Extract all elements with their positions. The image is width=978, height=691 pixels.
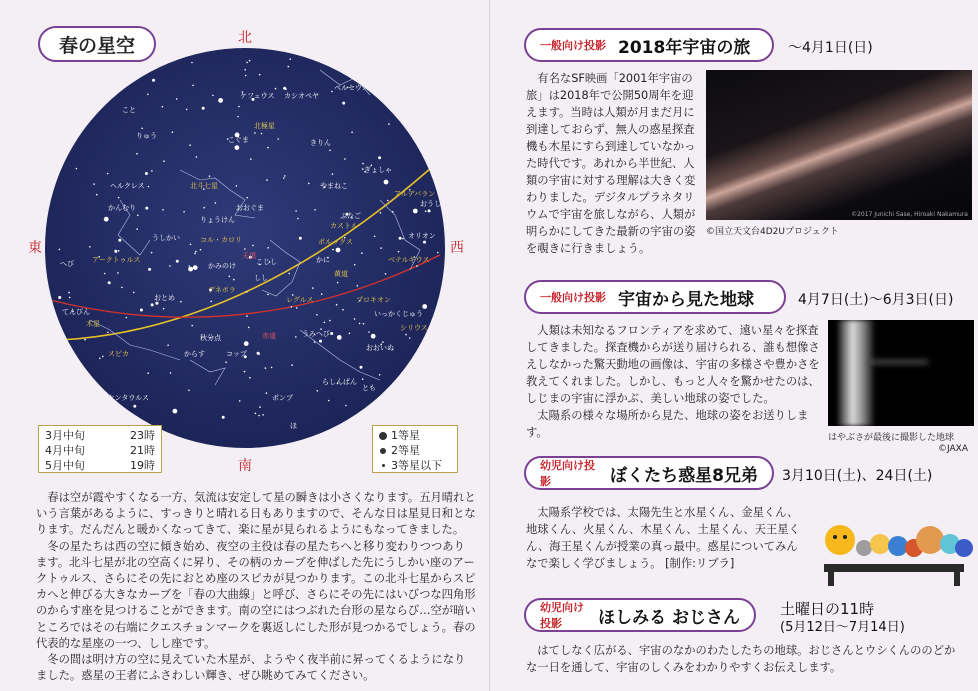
star (163, 160, 165, 162)
star (354, 318, 356, 320)
star (235, 145, 240, 150)
star (58, 296, 61, 299)
star (362, 163, 364, 165)
star (209, 175, 211, 177)
audience-tag: 幼児向け投影 (540, 459, 595, 488)
star (416, 265, 418, 267)
constellation-label: ペルセウス (334, 84, 369, 92)
star (345, 405, 347, 407)
constellation-label: 北斗七星 (190, 182, 218, 190)
star (266, 179, 268, 181)
constellation-label: こぐま (228, 136, 249, 144)
star (332, 173, 334, 175)
program-description: 太陽系学校では、太陽先生と水星くん、金星くん、地球くん、火星くん、木星くん、土星くん、天王星くん、海王星くんが授業の真っ最中。惑星についてみんなで楽しく学びましょう。 [制作:リブラ] (526, 506, 800, 570)
constellation-label: ポルックス (318, 238, 353, 246)
star (172, 131, 174, 133)
south-label: 南 (238, 458, 252, 474)
star (147, 94, 149, 96)
star (76, 168, 78, 170)
star (237, 116, 239, 118)
star (218, 98, 223, 103)
constellation-label: ケフェウス (240, 92, 275, 100)
constellation-label: 赤道 (262, 332, 276, 340)
star (265, 367, 267, 369)
star (328, 400, 330, 402)
star (289, 58, 291, 60)
star (189, 144, 191, 146)
star (422, 304, 427, 309)
star (200, 249, 202, 251)
program-description: 人類は未知なるフロンティアを求めて、遠い星々を探査してきました。探査機からが送り届けられる、誰も想像さえしなかった驚天動地の画像は、宇宙の多様さや豊かさを教えてくれました。しかし、もっと人々を驚かせたのは、しじまの宇宙に浮かぶ、美しい地球の姿でした。 太陽系の様々な場所から見た、地球の姿をお送りします。 (526, 324, 820, 439)
article-paragraph: 冬の間は明け方の空に見えていた木星が、ようやく夜半前に昇ってくるようになりました。惑星の王者にふさわしい輝き、ぜひ眺めてみてください。 (36, 653, 466, 683)
star (379, 374, 381, 376)
magnitude-row: 2等星 (379, 443, 451, 458)
star (267, 147, 269, 149)
star (141, 128, 143, 130)
star (195, 251, 197, 253)
star (380, 247, 382, 249)
program-date-range: (5月12日〜7月14日) (780, 620, 905, 635)
star (136, 228, 138, 230)
star (118, 197, 120, 199)
star (84, 339, 86, 341)
star (342, 102, 345, 105)
star (155, 302, 158, 305)
star (108, 281, 111, 284)
star (210, 301, 212, 303)
program-description: はてしなく広がる、宇宙のなかのわたしたちの地球。おじさんとウシくんののどかな一日を通して、宇宙のしくみをわかりやすくお伝えします。 (526, 644, 956, 674)
constellation-label: こと (122, 106, 136, 114)
star (117, 272, 119, 274)
star (136, 153, 138, 155)
star (399, 237, 402, 240)
constellation-label: りょうけん (200, 216, 235, 224)
star (258, 415, 260, 417)
star (329, 320, 331, 322)
article-paragraph: 春は空が霞やすくなる一方、気流は安定して星の瞬きは小さくなります。五月晴れという言葉があるように、すっきりと晴れる日もありますので、そんな日は星見日和となります。だんだんと暖かくなってきて、楽に星が見られるようにもなってきました。 (36, 491, 476, 537)
star (121, 287, 123, 289)
constellation-label: アークトゥルス (92, 256, 141, 264)
constellation-label: ケンタウルス (108, 394, 149, 402)
program-title: ほしみる おじさん (598, 607, 740, 628)
photo-caption: はやぶさが最後に撮影した地球 (828, 433, 955, 443)
star (246, 291, 248, 293)
photo-credit: ©JAXA (938, 444, 968, 454)
star (89, 246, 91, 248)
constellation-label: カシオペヤ (284, 92, 319, 100)
star (236, 185, 238, 187)
star (330, 332, 333, 335)
constellation-label: りゅう (136, 132, 157, 140)
star (137, 215, 139, 217)
star (271, 367, 273, 369)
page-divider (489, 0, 490, 691)
constellation-label: ポンプ (272, 394, 293, 402)
star (362, 378, 364, 380)
star (186, 109, 188, 111)
star (69, 297, 71, 299)
star (428, 209, 431, 212)
constellation-label: かみのけ (208, 262, 236, 270)
star (68, 292, 70, 294)
star (180, 301, 182, 303)
star (194, 253, 196, 255)
program-date: 土曜日の11時 (780, 600, 875, 618)
star (238, 106, 240, 108)
star (316, 314, 318, 316)
star (239, 400, 241, 402)
star (324, 322, 326, 324)
star (246, 62, 248, 64)
star (118, 239, 121, 242)
star (402, 238, 404, 240)
star (167, 344, 169, 346)
star (193, 265, 198, 270)
star (107, 173, 109, 175)
constellation-label: 秋分点 (200, 334, 221, 342)
star (266, 392, 268, 394)
star (295, 210, 297, 212)
star (248, 327, 250, 329)
star (249, 377, 251, 379)
star (191, 62, 193, 64)
star (342, 309, 344, 311)
star (140, 309, 143, 312)
star (413, 209, 418, 214)
audience-tag: 幼児向け投影 (540, 601, 584, 630)
star (189, 265, 191, 267)
star (267, 294, 269, 296)
constellation-label: 北極星 (254, 122, 275, 130)
star (151, 252, 153, 254)
audience-tag: 一般向け投影 (540, 39, 606, 52)
star (297, 218, 299, 220)
star (308, 183, 310, 185)
star (99, 358, 101, 360)
time-table (38, 425, 162, 473)
constellation-label: らしんばん (322, 378, 357, 386)
star (169, 265, 171, 267)
constellation-label: ほ (290, 422, 297, 430)
star (385, 273, 387, 275)
west-label: 西 (450, 240, 464, 256)
star (291, 306, 293, 308)
star (331, 91, 333, 93)
star (188, 267, 193, 272)
star (374, 236, 376, 238)
east-label: 東 (28, 240, 42, 256)
star (107, 332, 109, 334)
star (337, 335, 342, 340)
star (277, 138, 279, 140)
constellation-label: ヘルクレス (110, 182, 145, 190)
star (284, 175, 286, 177)
constellation-label: シリウス (400, 324, 428, 332)
magnitude-legend (372, 425, 458, 473)
star (380, 212, 382, 214)
star (360, 366, 363, 369)
star (147, 372, 149, 374)
star (258, 353, 260, 355)
page-title: 春の星空 (38, 26, 156, 62)
star (299, 237, 302, 240)
constellation-label: オリオン (408, 232, 436, 240)
star (162, 106, 164, 108)
star (163, 308, 165, 310)
star (261, 133, 263, 135)
star (252, 245, 254, 247)
earth-photo (828, 320, 974, 426)
star (357, 285, 359, 287)
star (336, 248, 341, 253)
star (244, 69, 246, 71)
star (288, 273, 290, 275)
program-title: ぼくたち惑星8兄弟 (610, 465, 758, 486)
program-title: 2018年宇宙の旅 (618, 37, 751, 58)
star (349, 333, 351, 335)
star (319, 340, 322, 343)
constellation-label: からす (184, 350, 205, 358)
spring-sky-article (36, 490, 476, 684)
time-row: 5月中旬 19時 (45, 459, 155, 472)
star (283, 87, 286, 90)
star (291, 364, 293, 366)
star (388, 123, 390, 125)
star (267, 247, 269, 249)
planet-characters-illustration (814, 508, 974, 588)
constellation-label: かに (316, 256, 330, 264)
star (93, 183, 95, 185)
constellation-label: コル・カロリ (200, 236, 242, 244)
star (283, 177, 285, 179)
star (244, 248, 246, 250)
constellation-label: 木星 (86, 320, 100, 328)
star (104, 273, 106, 275)
star (59, 249, 61, 251)
star (126, 317, 128, 319)
star (192, 85, 194, 87)
star (212, 95, 214, 97)
star (183, 211, 185, 213)
constellation-label: おおいぬ (366, 344, 394, 352)
star (244, 371, 246, 373)
constellation-label: プロキオン (356, 296, 391, 304)
constellation-label: へび (60, 260, 74, 268)
star (173, 409, 178, 414)
star (312, 287, 314, 289)
star (359, 323, 361, 325)
constellation-label: スピカ (108, 350, 129, 358)
constellation-label: こじし (256, 258, 277, 266)
star (354, 264, 356, 266)
sky-disc (45, 48, 445, 448)
star (405, 334, 407, 336)
constellation-label: ベテルギウス (388, 256, 430, 264)
star (133, 405, 136, 408)
star (203, 207, 205, 209)
star (382, 341, 384, 343)
star (114, 250, 116, 252)
magnitude-row: 1等星 (379, 428, 451, 443)
star (244, 341, 249, 346)
star-chart (0, 0, 489, 490)
audience-tag: 一般向け投影 (540, 291, 606, 304)
star (409, 337, 411, 339)
constellation-label: うみへび (302, 330, 330, 338)
star (188, 390, 190, 392)
star (176, 98, 178, 100)
star (378, 156, 381, 159)
star (314, 209, 316, 211)
star (104, 217, 109, 222)
star (437, 252, 439, 254)
star (246, 197, 248, 199)
star (259, 74, 261, 76)
section-header-planet-brothers (524, 456, 774, 490)
north-label: 北 (238, 30, 252, 46)
article-paragraph: 冬の星たちは西の空に傾き始め、夜空の主役は春の星たちへと移り変わりつつあります。北斗七星が北の空高くに昇り、その柄のカーブを伸ばした先にうしかい座のアークトゥルス、さらにその先におとめ座のスピカが見つかります。この北斗七星からスピカへと伸びる大きなカーブを「春の大曲線」と呼び、さらにその先にはいびつな四角形のからす座を見つけることができます。南の空にはつぶれた台形の星ならび…空が暗いところではその右端にクエスチョンマークを裏返しにした形が見つかるでしょう。春の代表的な星座の一つ、しし座です。 (36, 539, 476, 650)
star (148, 268, 151, 271)
constellation-label: おうし (420, 200, 441, 208)
constellation-label: デネボラ (208, 286, 236, 294)
star (398, 251, 400, 253)
star (336, 304, 338, 306)
star (262, 414, 264, 416)
star (368, 331, 370, 333)
star (162, 209, 164, 211)
star (215, 202, 217, 204)
star (145, 207, 148, 210)
constellation-label: てんびん (62, 308, 90, 316)
program-date: 3月10日(土)、24日(土) (782, 468, 933, 484)
constellation-label: ぎょしゃ (364, 166, 392, 174)
star (423, 241, 426, 244)
star (196, 156, 198, 158)
constellation-label: カストル (330, 222, 358, 230)
star (151, 170, 153, 172)
section-header-hoshimiru-ojisan (524, 598, 756, 632)
constellation-label: おおぐま (236, 204, 264, 212)
star (329, 150, 331, 152)
milky-way-photo: ©2017 Junichi Sase, Hiroaki Nakamura (706, 70, 972, 220)
star (254, 132, 256, 134)
star (96, 194, 98, 196)
star (202, 107, 205, 110)
star (288, 66, 290, 68)
star (332, 249, 334, 251)
star (275, 88, 277, 90)
star (152, 79, 155, 82)
star (170, 372, 172, 374)
star (191, 325, 193, 327)
star (225, 361, 227, 363)
star (229, 276, 231, 278)
program-date: 〜4月1日(日) (788, 40, 873, 56)
section-header-space-odyssey (524, 28, 774, 62)
star (361, 252, 363, 254)
star (133, 292, 135, 294)
star (317, 390, 319, 392)
program-date: 4月7日(土)〜6月3日(日) (798, 292, 954, 308)
star (363, 323, 365, 325)
constellation-label: おとめ (154, 294, 175, 302)
star (176, 260, 179, 263)
photo-caption: ©国立天文台4D2Uプロジェクト (706, 227, 839, 237)
star (259, 406, 261, 408)
constellation-label: ふたご (340, 212, 361, 220)
constellation-label: しし (254, 274, 268, 282)
time-row: 3月中旬 23時 (45, 429, 155, 442)
star (351, 131, 353, 133)
constellation-label: きりん (310, 139, 331, 147)
star (145, 172, 148, 175)
star (321, 293, 323, 295)
star (245, 75, 247, 77)
star (387, 200, 389, 202)
star (151, 303, 154, 306)
constellation-label: レグルス (286, 296, 314, 304)
star (233, 279, 235, 281)
constellation-label: 黄道 (334, 270, 348, 278)
star (255, 413, 257, 415)
star (250, 158, 252, 160)
constellation-label: やまねこ (320, 182, 348, 190)
constellation-label: 天頂 (242, 252, 256, 260)
star (344, 158, 346, 160)
star (337, 282, 339, 284)
program-title: 宇宙から見た地球 (618, 289, 754, 310)
star (249, 60, 251, 62)
magnitude-row: 3等星以下 (379, 458, 451, 473)
star (102, 356, 104, 358)
constellation-label: とも (362, 384, 376, 392)
star (425, 211, 427, 213)
star (295, 336, 297, 338)
constellation-label: いっかくじゅう (374, 310, 423, 318)
constellation-label: かんむり (108, 204, 136, 212)
program-description: 有名なSF映画「2001年宇宙の旅」は2018年で公開50周年を迎えます。当時は人類が月まだ月に到達しておらず、無人の惑星探査機も木星にすら到達していなかった時代です。あれから半世紀、人類の宇宙に対する理解は大きく変わりました。デジタルプラネタリウムで宇宙を旅しながら、人類が明らかにしてきた最新の宇宙の姿を覗きに行きましょう。 (526, 72, 696, 255)
star (296, 307, 298, 309)
constellation-label: うしかい (152, 234, 180, 242)
section-header-earth-from-space (524, 280, 786, 314)
star (118, 250, 120, 252)
star (246, 315, 248, 317)
star (371, 334, 376, 339)
star (222, 416, 225, 419)
time-row: 4月中旬 21時 (45, 444, 155, 457)
star (148, 186, 150, 188)
star (190, 244, 192, 246)
constellation-label: コップ (226, 350, 247, 358)
constellation-label: アルデバラン (394, 190, 436, 198)
star (384, 180, 389, 185)
